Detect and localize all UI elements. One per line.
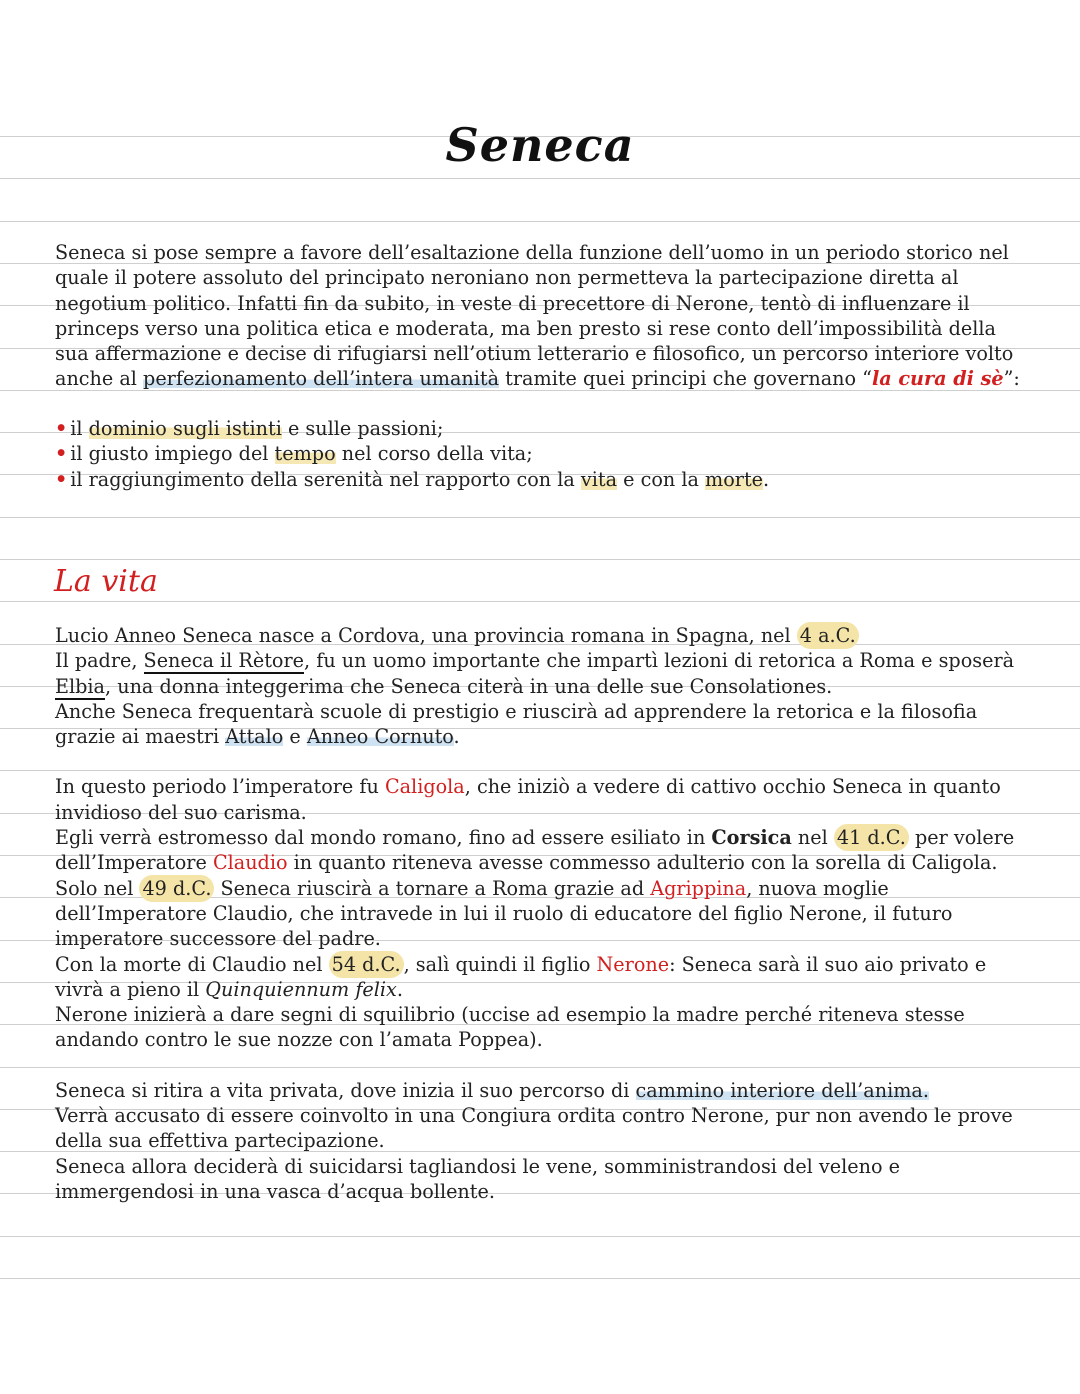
- paragraph-line: Lucio Anneo Seneca nasce a Cordova, una provincia romana in Spagna, nel 4 a.C.: [55, 623, 1035, 648]
- paragraph-line: Il padre, Seneca il Rètore, fu un uomo importante che impartì lezioni di retorica a Roma e sposerà Elbia, una donna integgerima che Seneca citerà in una delle sue Consolationes.: [55, 649, 1015, 698]
- date-highlight: 41 d.C.: [834, 824, 909, 851]
- biography-body: [55, 623, 1035, 1204]
- ruled-line: [0, 559, 1080, 560]
- ruled-line: [0, 517, 1080, 518]
- paragraph-line: Anche Seneca frequentarà scuole di prestigio e riuscirà ad apprendere la retorica e la filosofia grazie ai maestri Attalo e Anneo Cornuto.: [55, 699, 978, 749]
- paragraph-line: Solo nel 49 d.C. Seneca riuscirà a tornare a Roma grazie ad Agrippina, nuova moglie dell’Imperatore Claudio, che intravede in lui il ruolo di educatore del figlio Nerone, il futuro imperatore successore del padre.: [55, 876, 953, 951]
- list-item: • il giusto impiego del tempo nel corso della vita;: [55, 442, 533, 466]
- paragraph-line: Verrà accusato di essere coinvolto in una Congiura ordita contro Nerone, pur non avendo le prove della sua effettiva partecipazione.: [55, 1104, 1013, 1153]
- ruled-line: [0, 1278, 1080, 1279]
- page-title: Seneca: [445, 118, 635, 172]
- paragraph-line: In questo periodo l’imperatore fu Caligola, che iniziò a vedere di cattivo occhio Seneca in quanto invidioso del suo carisma.: [55, 775, 1001, 824]
- ruled-line: [0, 1236, 1080, 1237]
- date-highlight: 4 a.C.: [797, 622, 859, 649]
- ruled-line: [0, 601, 1080, 602]
- date-highlight: 49 d.C.: [139, 875, 214, 902]
- date-highlight: 54 d.C.: [329, 951, 404, 978]
- list-item: • il dominio sugli istinti e sulle passioni;: [55, 417, 444, 440]
- paragraph-line: Con la morte di Claudio nel 54 d.C. , salì quindi il figlio Nerone: Seneca sarà il suo aio privato e vivrà a pieno il Quinquiennum felix.: [55, 952, 987, 1001]
- list-item: • il raggiungimento della serenità nel rapporto con la vita e con la morte.: [55, 467, 770, 491]
- bullet-icon: •: [55, 467, 68, 491]
- highlight-perfezionamento: perfezionamento dell’intera umanità: [143, 367, 500, 391]
- ruled-line: [0, 178, 1080, 179]
- intro-paragraph: Seneca si pose sempre a favore dell’esaltazione della funzione dell’uomo in un periodo storico nel quale il potere assoluto del principato neroniano non permetteva la partecipazione diretta al negotium politico. Infatti fin da subito, in veste di precettore di Nerone, tentò di influenzare il princeps verso una politica etica e moderata, ma ben presto si rese conto dell’impossibilità della sua affermazione e decise di rifugiarsi nell’otium letterario e filosofico, un percorso interiore volto anche al perfezionamento dell’intera umanità tramite quei principi che governano “la cura di sè”:: [55, 241, 1020, 391]
- paragraph-line: Seneca si ritira a vita privata, dove inizia il suo percorso di cammino interiore dell’anima.: [55, 1078, 929, 1102]
- bullet-icon: •: [55, 442, 68, 466]
- principles-list: [55, 416, 1035, 492]
- paragraph-line: Nerone inizierà a dare segni di squilibrio (uccise ad esempio la madre perché riteneva stesse andando contro le sue nozze con l’amata Poppea).: [55, 1003, 965, 1052]
- paragraph-line: Egli verrà estromesso dal mondo romano, fino ad essere esiliato in Corsica nel 41 d.C. per volere dell’Imperatore Claudio in quanto riteneva avesse commesso adulterio con la sorella di Caligola.: [55, 826, 1015, 875]
- ruled-line: [0, 221, 1080, 222]
- bullet-icon: •: [55, 417, 68, 440]
- section-title-la-vita: La vita: [54, 564, 158, 599]
- paragraph-line: Seneca allora deciderà di suicidarsi tagliandosi le vene, somministrandosi del veleno e immergendosi in una vasca d’acqua bollente.: [55, 1154, 900, 1203]
- cura-di-se-emphasis: la cura di sè: [871, 367, 1004, 391]
